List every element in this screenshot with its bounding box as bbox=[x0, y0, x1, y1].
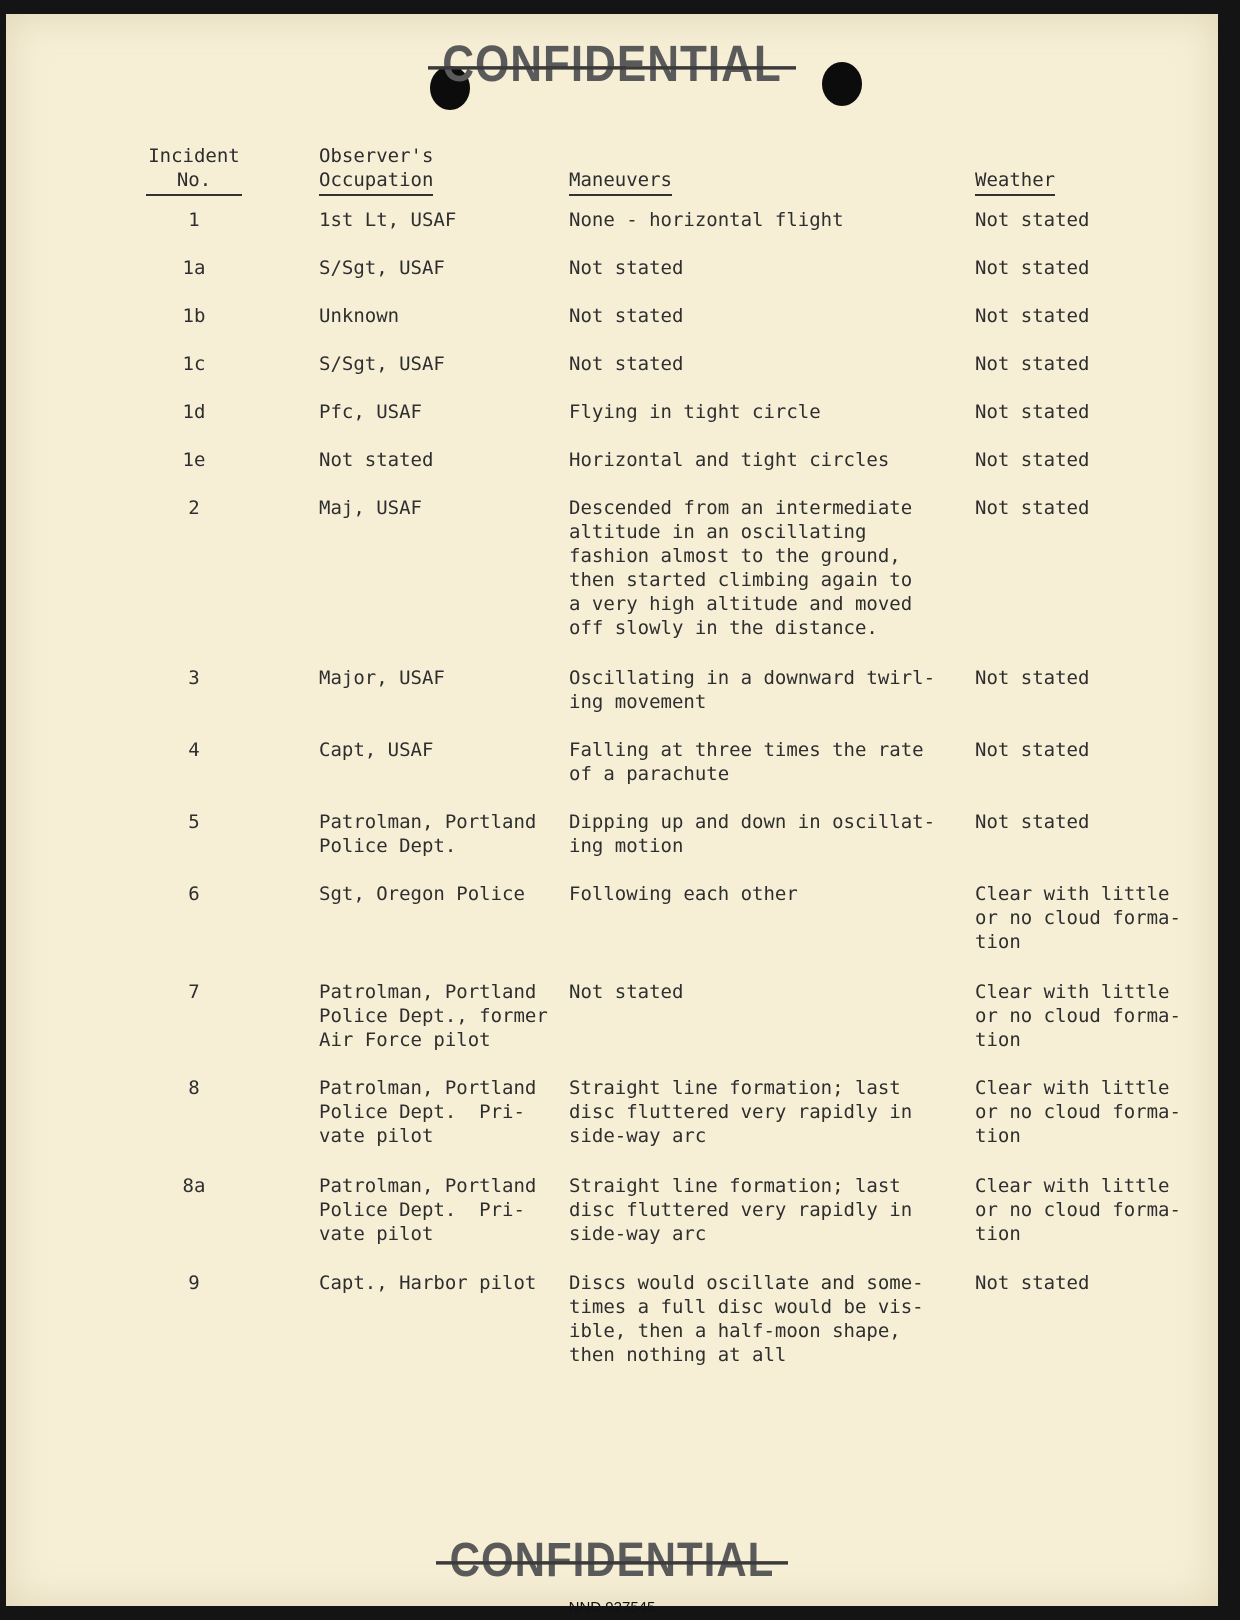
weather: Not stated bbox=[975, 1272, 1090, 1294]
incident-number: 1a bbox=[182, 257, 206, 279]
observer-occupation: Capt., Harbor pilot bbox=[319, 1272, 537, 1294]
observer-occupation: S/Sgt, USAF bbox=[319, 257, 445, 279]
weather: Not stated bbox=[975, 497, 1090, 519]
incident-number: 7 bbox=[188, 981, 200, 1003]
observer-occupation: Major, USAF bbox=[319, 667, 445, 689]
observer-occupation: Not stated bbox=[319, 449, 434, 471]
document-page bbox=[6, 14, 1218, 1616]
weather: Not stated bbox=[975, 257, 1090, 279]
incident-number: 1b bbox=[182, 305, 206, 327]
observer-occupation: 1st Lt, USAF bbox=[319, 209, 457, 231]
maneuvers: Not stated bbox=[569, 305, 684, 327]
maneuvers: Flying in tight circle bbox=[569, 401, 821, 423]
maneuvers: None - horizontal flight bbox=[569, 209, 844, 231]
maneuvers: Straight line formation; last disc fluttered very rapidly in side-way arc bbox=[569, 1175, 913, 1245]
confidential-stamp-bottom: CONFIDENTIAL bbox=[449, 1532, 775, 1587]
observer-occupation: Capt, USAF bbox=[319, 739, 434, 761]
maneuvers: Descended from an intermediate altitude in an oscillating fashion almost to the ground, then started climbing again to a very high altitude and moved off slowly in the distance. bbox=[569, 497, 913, 639]
observer-occupation: Patrolman, Portland Police Dept. Pri- vate pilot bbox=[319, 1077, 537, 1147]
archive-id: NND 927545 bbox=[568, 1599, 656, 1616]
observer-occupation: Patrolman, Portland Police Dept., former Air Force pilot bbox=[319, 981, 548, 1051]
maneuvers: Not stated bbox=[569, 257, 684, 279]
incident-number: 8 bbox=[188, 1077, 200, 1099]
weather: Clear with little or no cloud forma- tion bbox=[975, 1175, 1181, 1245]
weather: Clear with little or no cloud forma- tion bbox=[975, 1077, 1181, 1147]
weather: Clear with little or no cloud forma- tion bbox=[975, 883, 1181, 953]
maneuvers: Oscillating in a downward twirl- ing movement bbox=[569, 667, 936, 713]
incident-number: 1e bbox=[182, 449, 206, 471]
weather: Not stated bbox=[975, 401, 1090, 423]
maneuvers: Straight line formation; last disc fluttered very rapidly in side-way arc bbox=[569, 1077, 913, 1147]
maneuvers: Not stated bbox=[569, 353, 684, 375]
weather: Not stated bbox=[975, 739, 1090, 761]
maneuvers: Discs would oscillate and some- times a full disc would be vis- ible, then a half-moon shape, then nothing at all bbox=[569, 1272, 924, 1366]
maneuvers: Following each other bbox=[569, 883, 798, 905]
observer-occupation: Unknown bbox=[319, 305, 400, 327]
incident-number: 9 bbox=[188, 1272, 200, 1294]
incident-number: 6 bbox=[188, 883, 200, 905]
incident-number: 3 bbox=[188, 667, 200, 689]
incident-number: 1c bbox=[182, 353, 206, 375]
maneuvers: Dipping up and down in oscillat- ing motion bbox=[569, 811, 936, 857]
observer-occupation: Sgt, Oregon Police bbox=[319, 883, 525, 905]
incident-number: 2 bbox=[188, 497, 200, 519]
weather: Not stated bbox=[975, 209, 1090, 231]
weather: Not stated bbox=[975, 353, 1090, 375]
observer-occupation: Pfc, USAF bbox=[319, 401, 422, 423]
incident-number: 4 bbox=[188, 739, 200, 761]
maneuvers: Falling at three times the rate of a parachute bbox=[569, 739, 924, 785]
weather: Not stated bbox=[975, 667, 1090, 689]
header-incident-no: Incident No. bbox=[144, 144, 244, 196]
header-occupation: Observer's Occupation bbox=[319, 144, 433, 196]
incident-number: 5 bbox=[188, 811, 200, 833]
maneuvers: Not stated bbox=[569, 981, 684, 1003]
observer-occupation: Patrolman, Portland Police Dept. bbox=[319, 811, 537, 857]
weather: Not stated bbox=[975, 305, 1090, 327]
weather: Not stated bbox=[975, 449, 1090, 471]
incident-number: 1d bbox=[182, 401, 206, 423]
maneuvers: Horizontal and tight circles bbox=[569, 449, 890, 471]
weather: Clear with little or no cloud forma- tion bbox=[975, 981, 1181, 1051]
observer-occupation: Maj, USAF bbox=[319, 497, 422, 519]
observer-occupation: S/Sgt, USAF bbox=[319, 353, 445, 375]
incident-number: 1 bbox=[188, 209, 200, 231]
confidential-stamp-top: CONFIDENTIAL bbox=[442, 36, 782, 93]
incident-number: 8a bbox=[182, 1175, 206, 1197]
header-weather: Weather bbox=[975, 168, 1055, 196]
weather: Not stated bbox=[975, 811, 1090, 833]
observer-occupation: Patrolman, Portland Police Dept. Pri- vate pilot bbox=[319, 1175, 537, 1245]
header-maneuvers: Maneuvers bbox=[569, 168, 672, 196]
